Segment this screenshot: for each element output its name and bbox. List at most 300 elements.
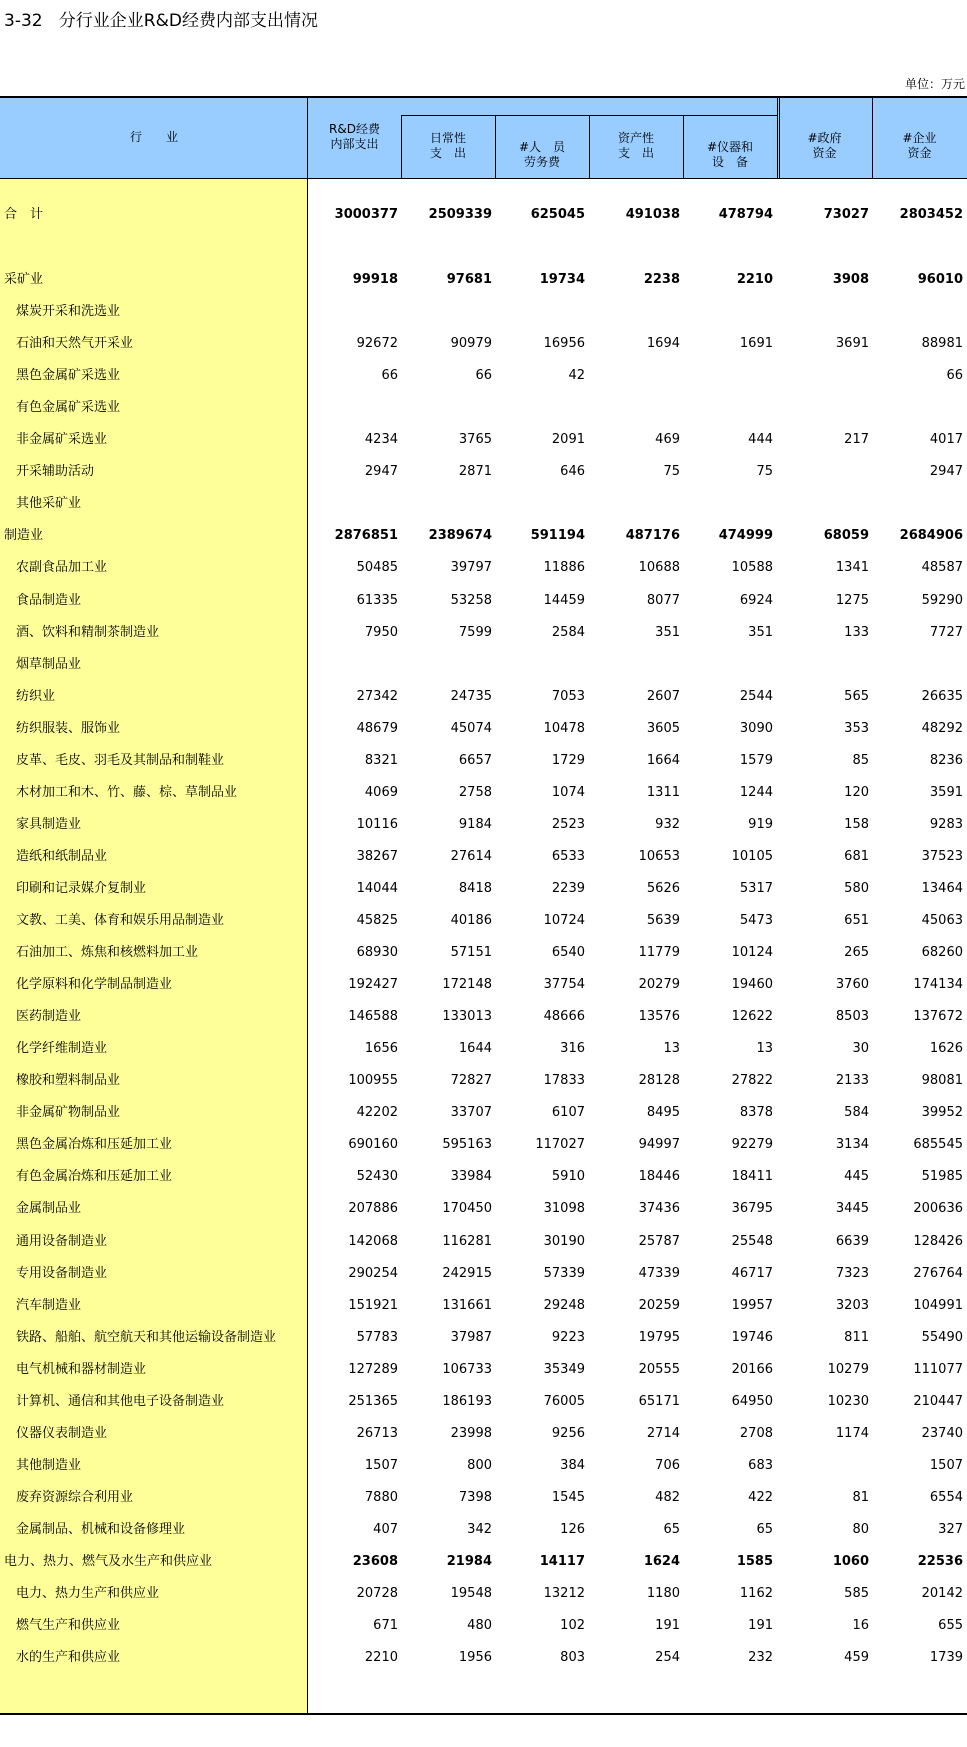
- industry-name: 金属制品、机械和设备修理业: [16, 1521, 186, 1537]
- value-cell: 1545: [551, 1489, 585, 1505]
- value-cell: 478794: [718, 207, 773, 222]
- value-cell: 2509339: [428, 207, 492, 222]
- table-row: [0, 782, 967, 804]
- value-cell: 19957: [731, 1297, 773, 1313]
- value-cell: 1626: [929, 1041, 963, 1057]
- value-cell: 800: [467, 1457, 492, 1473]
- industry-name: 仪器仪表制造业: [16, 1425, 108, 1441]
- industry-name: 印刷和记录媒介复制业: [16, 880, 147, 896]
- value-cell: 73027: [823, 207, 869, 222]
- value-cell: 28128: [638, 1073, 680, 1089]
- industry-name: 铁路、船舶、航空航天和其他运输设备制造业: [16, 1329, 277, 1345]
- value-cell: 459: [844, 1650, 869, 1666]
- value-cell: 19746: [731, 1329, 773, 1345]
- value-cell: 2210: [736, 272, 773, 287]
- value-cell: 26635: [921, 688, 963, 704]
- value-cell: 1691: [739, 336, 773, 352]
- value-cell: 655: [938, 1618, 963, 1634]
- value-cell: 31098: [543, 1201, 585, 1217]
- value-cell: 2238: [643, 272, 680, 287]
- value-cell: 23740: [921, 1425, 963, 1441]
- industry-name: 专用设备制造业: [16, 1265, 108, 1281]
- industry-name: 非金属矿采选业: [16, 432, 108, 448]
- value-cell: 10116: [356, 816, 398, 832]
- table-row: [0, 718, 967, 740]
- industry-name: 石油加工、炼焦和核燃料加工业: [16, 945, 199, 961]
- value-cell: 25787: [638, 1233, 680, 1249]
- value-cell: 290254: [348, 1265, 398, 1281]
- value-cell: 47339: [638, 1265, 680, 1281]
- value-cell: 19548: [450, 1586, 492, 1602]
- header-divider: [872, 98, 873, 178]
- value-cell: 5626: [646, 880, 680, 896]
- value-cell: 17833: [543, 1073, 585, 1089]
- value-cell: 24735: [450, 688, 492, 704]
- value-cell: 2871: [458, 464, 492, 480]
- value-cell: 55490: [921, 1329, 963, 1345]
- table-row: [0, 1391, 967, 1413]
- table-row: [0, 1198, 967, 1220]
- value-cell: 68260: [921, 945, 963, 961]
- table-row: [0, 1038, 967, 1060]
- value-cell: 1664: [646, 752, 680, 768]
- table-row: [0, 846, 967, 868]
- industry-name: 食品制造业: [16, 592, 82, 608]
- table-row: [0, 1615, 967, 1637]
- value-cell: 316: [560, 1041, 585, 1057]
- value-cell: 16956: [543, 336, 585, 352]
- value-cell: 11779: [638, 945, 680, 961]
- value-cell: 8077: [646, 592, 680, 608]
- value-cell: 174134: [913, 977, 963, 993]
- industry-name: 电力、热力、燃气及水生产和供应业: [4, 1554, 213, 1569]
- value-cell: 353: [844, 720, 869, 736]
- value-cell: 75: [663, 464, 680, 480]
- value-cell: 690160: [348, 1137, 398, 1153]
- industry-name: 其他采矿业: [16, 496, 82, 512]
- industry-name: 废弃资源综合利用业: [16, 1489, 134, 1505]
- value-cell: 8321: [364, 752, 398, 768]
- value-cell: 94997: [638, 1137, 680, 1153]
- value-cell: 3691: [835, 336, 869, 352]
- value-cell: 3760: [835, 977, 869, 993]
- table-row: [0, 1102, 967, 1124]
- value-cell: 2239: [551, 880, 585, 896]
- value-cell: 191: [655, 1618, 680, 1634]
- value-cell: 20279: [638, 977, 680, 993]
- value-cell: 2523: [551, 816, 585, 832]
- industry-name: 木材加工和木、竹、藤、棕、草制品业: [16, 784, 238, 800]
- value-cell: 1624: [643, 1554, 680, 1569]
- value-cell: 1074: [551, 784, 585, 800]
- header-divider: [777, 98, 778, 178]
- industry-name: 化学纤维制造业: [16, 1041, 108, 1057]
- value-cell: 20728: [356, 1586, 398, 1602]
- value-cell: 37523: [921, 848, 963, 864]
- value-cell: 685545: [913, 1137, 963, 1153]
- value-cell: 625045: [530, 207, 585, 222]
- table-row: [0, 974, 967, 996]
- table-row: [0, 204, 967, 226]
- table-row: [0, 557, 967, 579]
- industry-name: 合 计: [4, 207, 44, 222]
- industry-name: 医药制造业: [16, 1009, 82, 1025]
- value-cell: 19795: [638, 1329, 680, 1345]
- table-row: [0, 1423, 967, 1445]
- value-cell: 61335: [356, 592, 398, 608]
- value-cell: 210447: [913, 1393, 963, 1409]
- value-cell: 18411: [731, 1169, 773, 1185]
- value-cell: 98081: [921, 1073, 963, 1089]
- value-cell: 45074: [450, 720, 492, 736]
- value-cell: 342: [467, 1521, 492, 1537]
- value-cell: 33707: [450, 1105, 492, 1121]
- industry-name: 通用设备制造业: [16, 1233, 108, 1249]
- value-cell: 6657: [458, 752, 492, 768]
- value-cell: 8503: [835, 1009, 869, 1025]
- value-cell: 39952: [921, 1105, 963, 1121]
- value-cell: 133013: [442, 1009, 492, 1025]
- value-cell: 128426: [913, 1233, 963, 1249]
- header-divider: [401, 115, 402, 178]
- value-cell: 1956: [458, 1650, 492, 1666]
- value-cell: 6107: [551, 1105, 585, 1121]
- table-row: [0, 1327, 967, 1349]
- value-cell: 66: [946, 368, 963, 384]
- table-row: [0, 1006, 967, 1028]
- value-cell: 13212: [543, 1586, 585, 1602]
- value-cell: 3445: [835, 1201, 869, 1217]
- value-cell: 1507: [364, 1457, 398, 1473]
- value-cell: 8236: [929, 752, 963, 768]
- value-cell: 10230: [827, 1393, 869, 1409]
- value-cell: 81: [852, 1489, 869, 1505]
- value-cell: 22536: [917, 1554, 963, 1569]
- value-cell: 33984: [450, 1169, 492, 1185]
- value-cell: 4017: [929, 432, 963, 448]
- header-divider: [779, 98, 780, 178]
- value-cell: 9256: [551, 1425, 585, 1441]
- value-cell: 51985: [921, 1169, 963, 1185]
- value-cell: 20142: [921, 1586, 963, 1602]
- value-cell: 48587: [921, 560, 963, 576]
- value-cell: 10279: [827, 1361, 869, 1377]
- header-divider: [495, 115, 496, 178]
- table-row: [0, 1359, 967, 1381]
- header-industry: 行 业: [129, 130, 178, 144]
- value-cell: 6533: [551, 848, 585, 864]
- value-cell: 59290: [921, 592, 963, 608]
- value-cell: 170450: [442, 1201, 492, 1217]
- table-row: [0, 461, 967, 483]
- value-cell: 584: [844, 1105, 869, 1121]
- value-cell: 2947: [929, 464, 963, 480]
- value-cell: 491038: [625, 207, 680, 222]
- value-cell: 6924: [739, 592, 773, 608]
- table-row: [0, 1295, 967, 1317]
- value-cell: 2091: [551, 432, 585, 448]
- industry-name: 采矿业: [4, 272, 44, 287]
- industry-name: 有色金属矿采选业: [16, 400, 121, 416]
- value-cell: 706: [655, 1457, 680, 1473]
- header-divider: [683, 115, 684, 178]
- value-cell: 9184: [458, 816, 492, 832]
- value-cell: 1694: [646, 336, 680, 352]
- value-cell: 80: [852, 1521, 869, 1537]
- industry-name: 燃气生产和供应业: [16, 1618, 121, 1634]
- value-cell: 7323: [835, 1265, 869, 1281]
- value-cell: 251365: [348, 1393, 398, 1409]
- table-row: [0, 493, 967, 515]
- value-cell: 232: [748, 1650, 773, 1666]
- value-cell: 30190: [543, 1233, 585, 1249]
- table-header: [0, 98, 967, 178]
- table-row: [0, 1134, 967, 1156]
- value-cell: 1656: [364, 1041, 398, 1057]
- value-cell: 595163: [442, 1137, 492, 1153]
- value-cell: 48292: [921, 720, 963, 736]
- value-cell: 21984: [446, 1554, 492, 1569]
- value-cell: 90979: [450, 336, 492, 352]
- value-cell: 3591: [929, 784, 963, 800]
- value-cell: 10724: [543, 913, 585, 928]
- value-cell: 384: [560, 1457, 585, 1473]
- value-cell: 585: [844, 1586, 869, 1602]
- value-cell: 191: [748, 1618, 773, 1634]
- value-cell: 53258: [450, 592, 492, 608]
- value-cell: 671: [373, 1618, 398, 1634]
- value-cell: 591194: [530, 528, 585, 544]
- value-cell: 146588: [348, 1009, 398, 1025]
- industry-name: 煤炭开采和洗选业: [16, 304, 121, 320]
- table-row: [0, 942, 967, 964]
- value-cell: 10688: [638, 560, 680, 576]
- industry-name: 汽车制造业: [16, 1297, 82, 1313]
- value-cell: 2607: [646, 688, 680, 704]
- table-row: [0, 1166, 967, 1188]
- value-cell: 1174: [835, 1425, 869, 1441]
- value-cell: 126: [560, 1521, 585, 1537]
- value-cell: 7599: [458, 624, 492, 640]
- table-row: [0, 814, 967, 836]
- value-cell: 6639: [835, 1233, 869, 1249]
- value-cell: 242915: [442, 1265, 492, 1281]
- value-cell: 8418: [458, 880, 492, 896]
- value-cell: 45063: [921, 913, 963, 928]
- value-cell: 48679: [356, 720, 398, 736]
- unit-label: 单位：万元: [904, 77, 965, 91]
- value-cell: 1060: [832, 1554, 869, 1569]
- value-cell: 5473: [739, 913, 773, 928]
- value-cell: 480: [467, 1618, 492, 1634]
- value-cell: 254: [655, 1650, 680, 1666]
- value-cell: 29248: [543, 1297, 585, 1313]
- value-cell: 487176: [625, 528, 680, 544]
- value-cell: 1341: [835, 560, 869, 576]
- value-cell: 7727: [929, 624, 963, 640]
- value-cell: 117027: [535, 1137, 585, 1153]
- value-cell: 351: [748, 624, 773, 640]
- value-cell: 2684906: [899, 528, 963, 544]
- table-row: [0, 1647, 967, 1669]
- table-row: [0, 1487, 967, 1509]
- value-cell: 803: [560, 1650, 585, 1666]
- value-cell: 351: [655, 624, 680, 640]
- table-bottom-rule: [0, 1713, 967, 1715]
- value-cell: 19734: [539, 272, 585, 287]
- value-cell: 127289: [348, 1361, 398, 1377]
- header-asset-expenditure: 资产性 支 出: [617, 131, 654, 160]
- value-cell: 65171: [638, 1393, 680, 1409]
- value-cell: 10653: [638, 848, 680, 864]
- value-cell: 580: [844, 880, 869, 896]
- value-cell: 3605: [646, 720, 680, 736]
- value-cell: 474999: [718, 528, 773, 544]
- value-cell: 9223: [551, 1329, 585, 1345]
- value-cell: 92279: [731, 1137, 773, 1153]
- value-cell: 111077: [913, 1361, 963, 1377]
- value-cell: 14044: [356, 880, 398, 896]
- page-title: 3-32 分行业企业R&D经费内部支出情况: [4, 11, 318, 31]
- value-cell: 72827: [450, 1073, 492, 1089]
- value-cell: 66: [381, 368, 398, 384]
- value-cell: 217: [844, 432, 869, 448]
- value-cell: 1507: [929, 1457, 963, 1473]
- table-row: [0, 622, 967, 644]
- industry-name: 开采辅助活动: [16, 464, 95, 480]
- industry-name: 非金属矿物制品业: [16, 1105, 121, 1121]
- value-cell: 3203: [835, 1297, 869, 1313]
- value-cell: 932: [655, 816, 680, 832]
- value-cell: 37436: [638, 1201, 680, 1217]
- value-cell: 20555: [638, 1361, 680, 1377]
- value-cell: 116281: [442, 1233, 492, 1249]
- value-cell: 40186: [450, 913, 492, 928]
- value-cell: 14117: [539, 1554, 585, 1569]
- value-cell: 42: [568, 368, 585, 384]
- value-cell: 48666: [543, 1009, 585, 1025]
- value-cell: 1311: [646, 784, 680, 800]
- table-row: [0, 269, 967, 291]
- value-cell: 1579: [739, 752, 773, 768]
- value-cell: 57783: [356, 1329, 398, 1345]
- value-cell: 4234: [364, 432, 398, 448]
- value-cell: 172148: [442, 977, 492, 993]
- value-cell: 106733: [442, 1361, 492, 1377]
- industry-name: 造纸和纸制品业: [16, 848, 108, 864]
- value-cell: 7053: [551, 688, 585, 704]
- value-cell: 407: [373, 1521, 398, 1537]
- header-divider: [589, 115, 590, 178]
- industry-name: 纺织业: [16, 688, 56, 704]
- header-daily-expenditure: 日常性 支 出: [429, 131, 466, 160]
- value-cell: 68930: [356, 945, 398, 961]
- table-row: [0, 878, 967, 900]
- value-cell: 20166: [731, 1361, 773, 1377]
- value-cell: 10105: [731, 848, 773, 864]
- industry-name: 电力、热力生产和供应业: [16, 1586, 160, 1602]
- value-cell: 76005: [543, 1393, 585, 1409]
- value-cell: 27614: [450, 848, 492, 864]
- header-labor-cost: #人 员 劳务费: [518, 140, 566, 169]
- value-cell: 2947: [364, 464, 398, 480]
- header-equipment: #仪器和 设 备: [706, 140, 754, 169]
- value-cell: 26713: [356, 1425, 398, 1441]
- value-cell: 565: [844, 688, 869, 704]
- value-cell: 45825: [356, 913, 398, 928]
- value-cell: 39797: [450, 560, 492, 576]
- value-cell: 137672: [913, 1009, 963, 1025]
- value-cell: 65: [663, 1521, 680, 1537]
- table-row: [0, 333, 967, 355]
- table-row: [0, 525, 967, 547]
- value-cell: 422: [748, 1489, 773, 1505]
- value-cell: 97681: [446, 272, 492, 287]
- value-cell: 75: [756, 464, 773, 480]
- industry-name: 橡胶和塑料制品业: [16, 1073, 121, 1089]
- value-cell: 2758: [458, 784, 492, 800]
- value-cell: 42202: [356, 1105, 398, 1121]
- value-cell: 13464: [921, 880, 963, 896]
- table-row: [0, 750, 967, 772]
- value-cell: 1739: [929, 1650, 963, 1666]
- industry-name: 烟草制品业: [16, 656, 82, 672]
- value-cell: 57339: [543, 1265, 585, 1281]
- header-enterprise-funds: #企业 资金: [902, 131, 937, 160]
- value-cell: 3000377: [334, 207, 398, 222]
- value-cell: 1275: [835, 592, 869, 608]
- industry-name: 制造业: [4, 528, 44, 544]
- value-cell: 23998: [450, 1425, 492, 1441]
- table-row: [0, 910, 967, 932]
- value-cell: 12622: [731, 1009, 773, 1025]
- value-cell: 2210: [364, 1650, 398, 1666]
- value-cell: 482: [655, 1489, 680, 1505]
- value-cell: 13: [663, 1041, 680, 1057]
- value-cell: 683: [748, 1457, 773, 1473]
- value-cell: 36795: [731, 1201, 773, 1217]
- value-cell: 65: [756, 1521, 773, 1537]
- value-cell: 11886: [543, 560, 585, 576]
- industry-name: 水的生产和供应业: [16, 1650, 121, 1666]
- value-cell: 16: [852, 1618, 869, 1634]
- table-row: [0, 1551, 967, 1573]
- industry-name: 石油和天然气开采业: [16, 336, 134, 352]
- table-row: [0, 654, 967, 676]
- table-row: [0, 1519, 967, 1541]
- value-cell: 2876851: [334, 528, 398, 544]
- value-cell: 6554: [929, 1489, 963, 1505]
- value-cell: 88981: [921, 336, 963, 352]
- header-bottom-line: [0, 178, 967, 179]
- value-cell: 133: [844, 624, 869, 640]
- header-rd-expenditure: R&D经费 内部支出: [329, 122, 380, 151]
- value-cell: 2389674: [428, 528, 492, 544]
- industry-name: 其他制造业: [16, 1457, 82, 1473]
- value-cell: 85: [852, 752, 869, 768]
- value-cell: 10478: [543, 720, 585, 736]
- value-cell: 646: [560, 464, 585, 480]
- industry-name: 农副食品加工业: [16, 560, 108, 576]
- value-cell: 327: [938, 1521, 963, 1537]
- value-cell: 6540: [551, 945, 585, 961]
- value-cell: 102: [560, 1618, 585, 1634]
- value-cell: 27342: [356, 688, 398, 704]
- value-cell: 52430: [356, 1169, 398, 1185]
- industry-name: 纺织服装、服饰业: [16, 720, 121, 736]
- table-row: [0, 301, 967, 323]
- value-cell: 445: [844, 1169, 869, 1185]
